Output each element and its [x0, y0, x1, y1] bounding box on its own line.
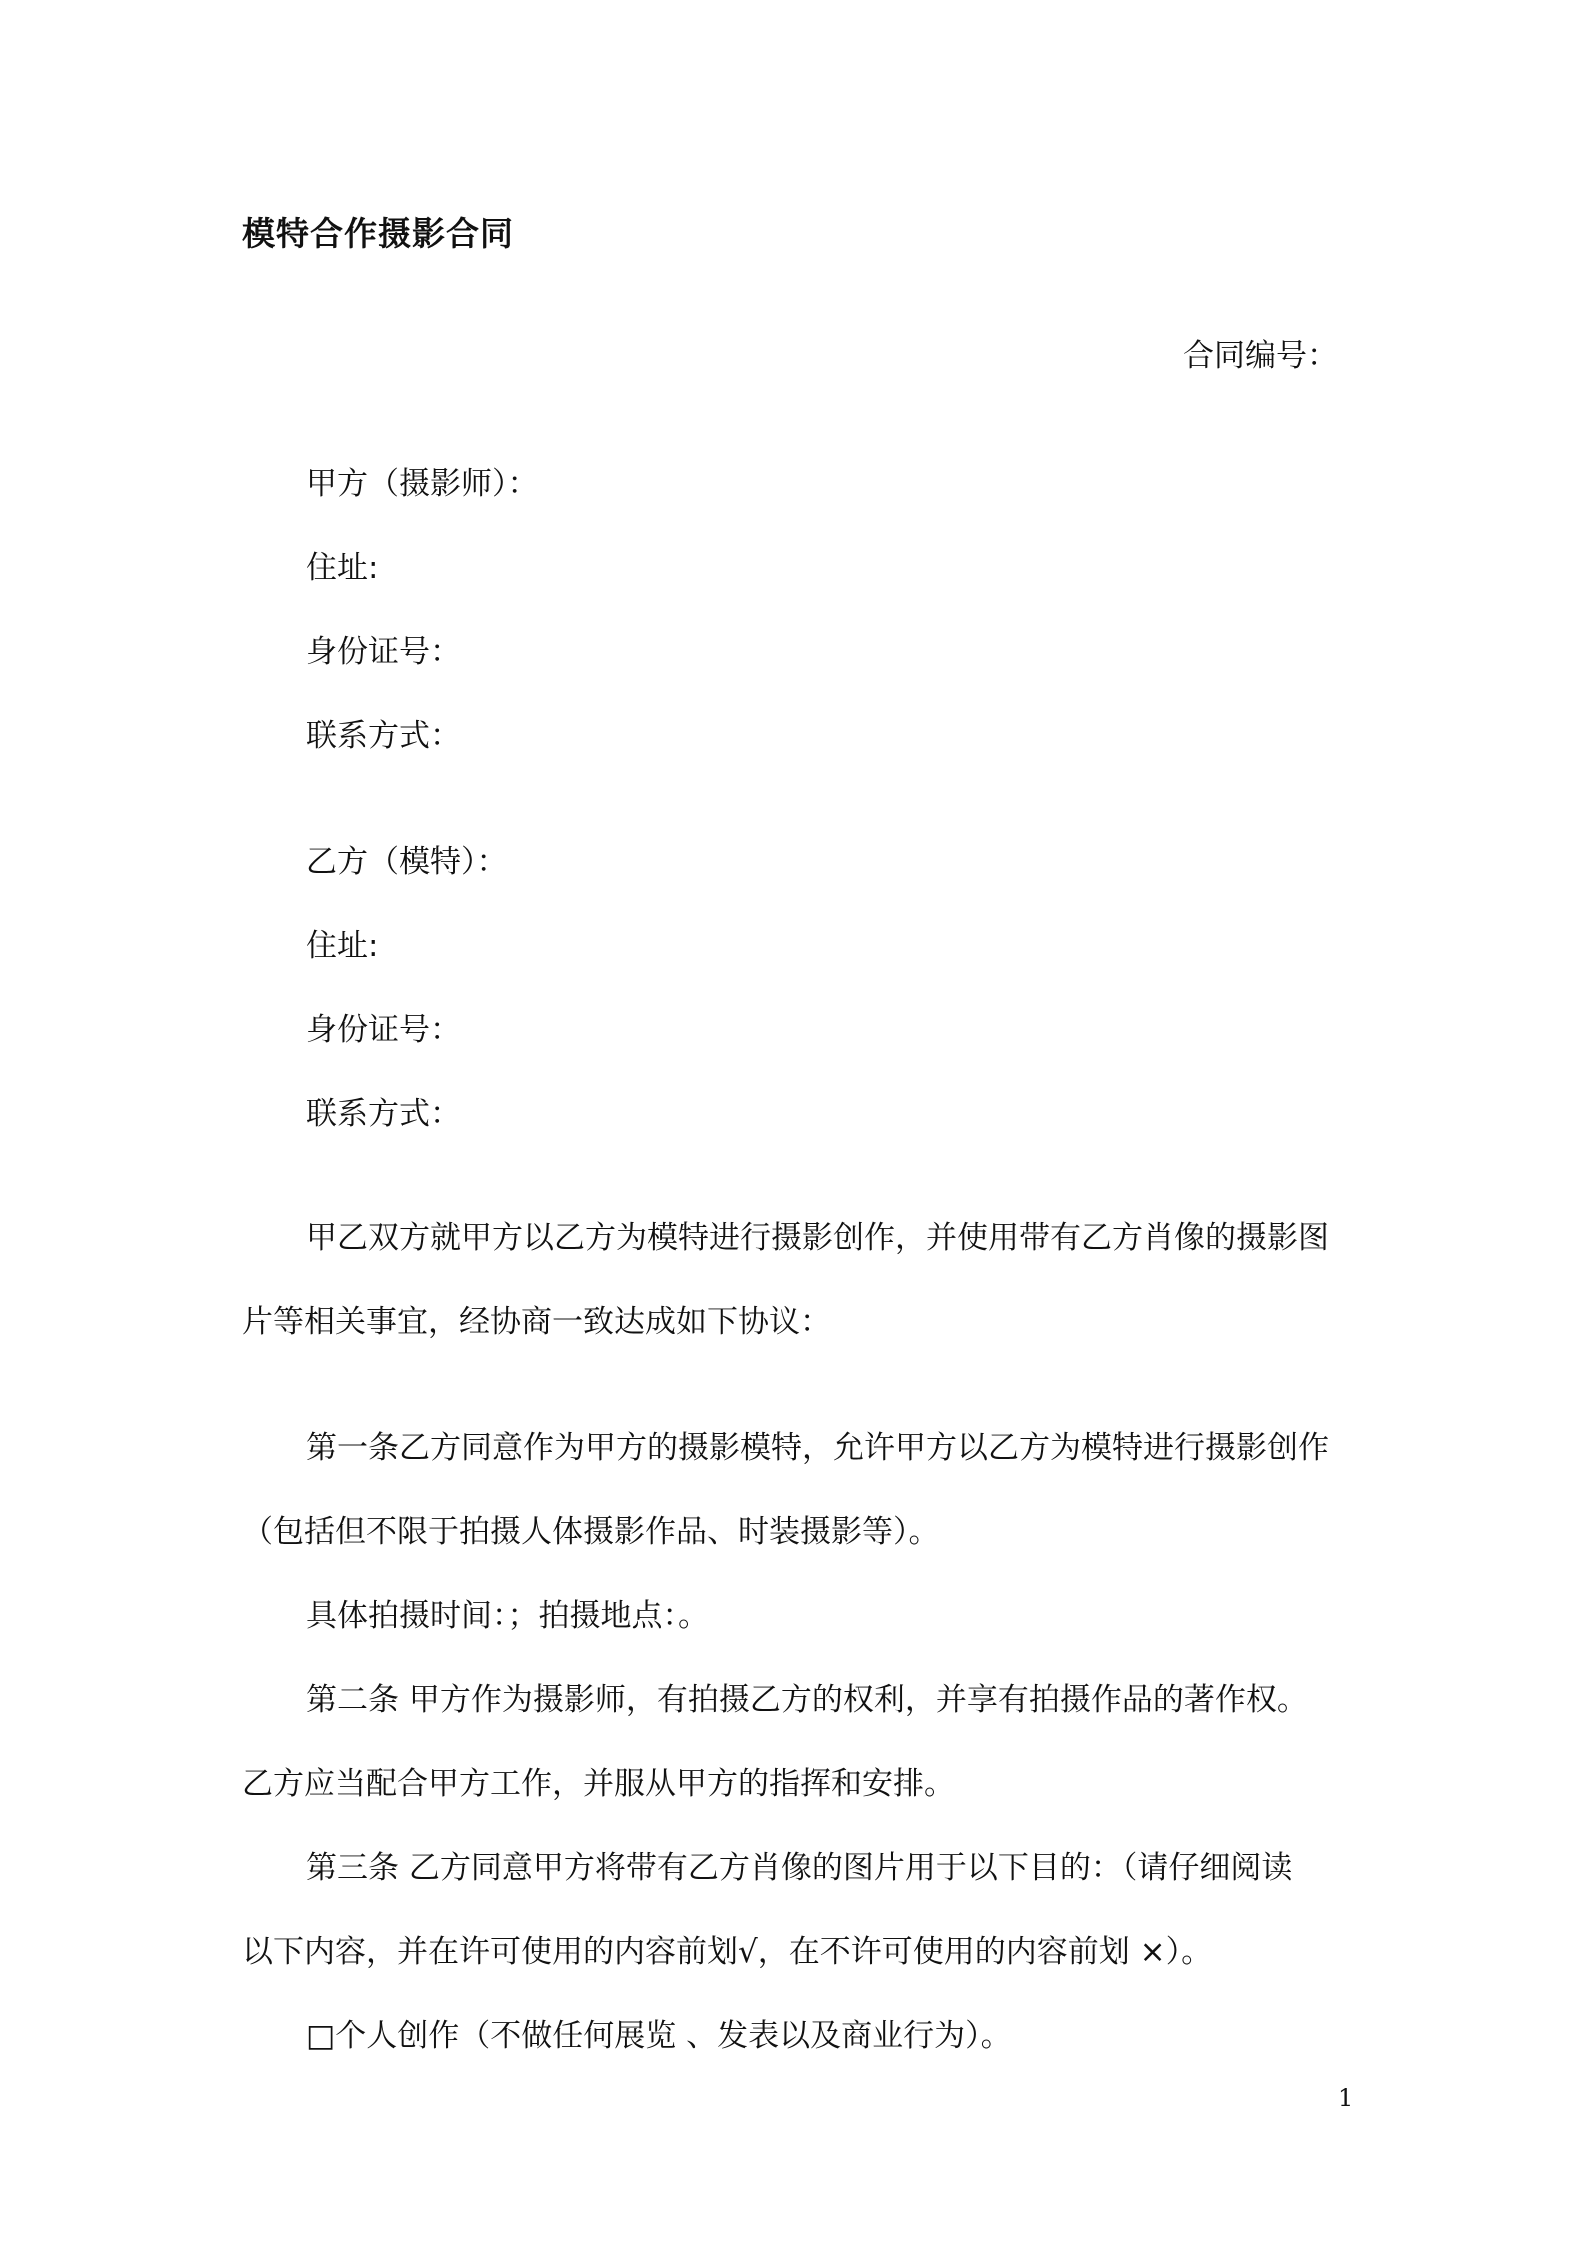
intro-line-1: 甲乙双方就甲方以乙方为模特进行摄影创作，并使用带有乙方肖像的摄影图: [306, 1220, 1329, 1256]
party-a-address-label: 住址:: [306, 550, 379, 586]
article-2-line-2: 乙方应当配合甲方工作，并服从甲方的指挥和安排。: [242, 1766, 955, 1802]
article-2-line-1: 第二条 甲方作为摄影师，有拍摄乙方的权利，并享有拍摄作品的著作权。: [306, 1682, 1308, 1718]
article-1-line-1: 第一条乙方同意作为甲方的摄影模特，允许甲方以乙方为模特进行摄影创作: [306, 1430, 1329, 1466]
party-a-heading: 甲方（摄影师）：: [306, 466, 539, 502]
party-b-id-label: 身份证号：: [306, 1012, 461, 1048]
party-b-address-label: 住址:: [306, 928, 379, 964]
contract-number-label: 合同编号：: [1183, 338, 1338, 374]
document-title: 模特合作摄影合同: [242, 214, 514, 253]
article-3-line-2: 以下内容，并在许可使用的内容前划√，在不许可使用的内容前划 ×）。: [242, 1934, 1213, 1970]
party-a-id-label: 身份证号：: [306, 634, 461, 670]
page-number: 1: [1338, 2084, 1354, 2112]
party-b-heading: 乙方（模特）：: [306, 844, 508, 880]
party-b-contact-label: 联系方式：: [306, 1096, 461, 1132]
article-3-line-1: 第三条 乙方同意甲方将带有乙方肖像的图片用于以下目的：（请仔细阅读: [306, 1850, 1293, 1886]
intro-line-2: 片等相关事宜，经协商一致达成如下协议：: [242, 1304, 831, 1340]
article-1-line-2: （包括但不限于拍摄人体摄影作品、时装摄影等）。: [242, 1514, 940, 1550]
party-a-contact-label: 联系方式：: [306, 718, 461, 754]
article-1-line-3: 具体拍摄时间：；拍摄地点：。: [306, 1598, 709, 1634]
article-3-option-personal: □个人创作（不做任何展览 、发表以及商业行为）。: [306, 2018, 1012, 2054]
